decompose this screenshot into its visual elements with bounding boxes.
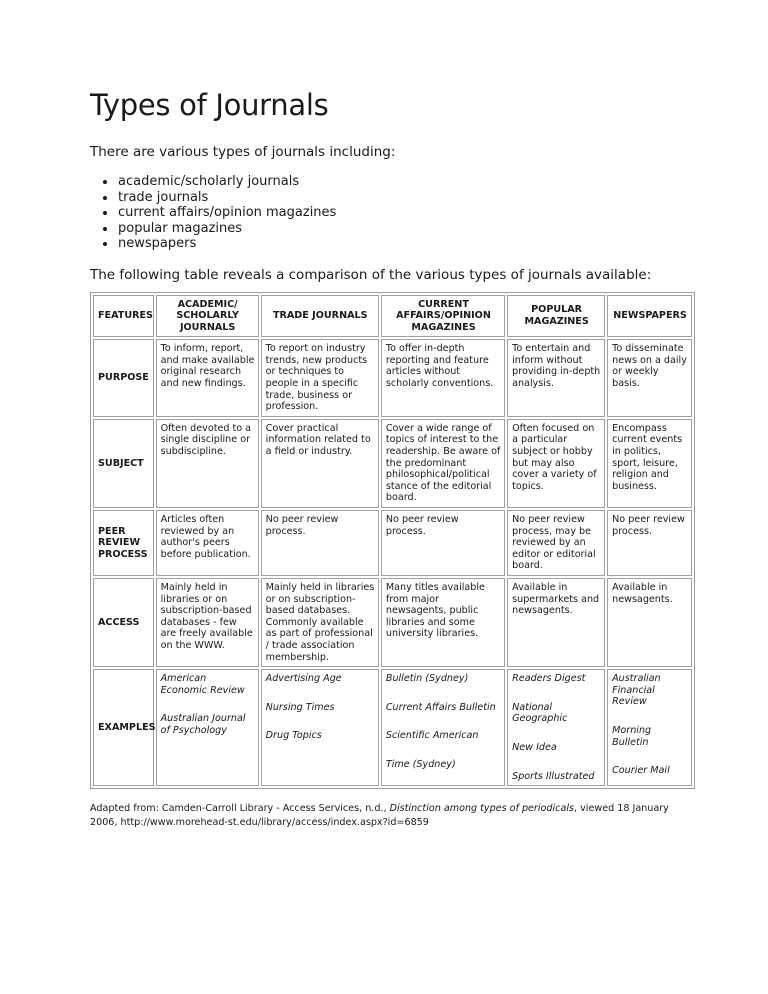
table-row — [93, 578, 692, 667]
table-cell — [607, 669, 692, 786]
example-title: Time (Sydney) — [385, 758, 456, 770]
table-cell: To disseminate news on a daily or weekly basis. — [607, 339, 692, 417]
table-cell: Mainly held in libraries or on subscription-based databases - few are freely available on the WWW. — [156, 578, 259, 667]
row-header: EXAMPLES — [93, 669, 154, 786]
example-title: Drug Topics — [265, 730, 322, 742]
table-cell: Many titles available from major newsagents, public libraries and some university libraries. — [381, 578, 505, 667]
table-cell: No peer review process. — [381, 510, 505, 576]
table-header-row — [93, 295, 692, 338]
table-cell: No peer review process. — [607, 510, 692, 576]
example-title: Morning Bulletin — [612, 724, 652, 748]
row-header: SUBJECT — [93, 419, 154, 508]
list-item: • current affairs/opinion magazines — [117, 205, 695, 221]
example-title: Australian Journal of Psychology — [160, 713, 246, 736]
citation-prefix: Adapted from: Camden-Carroll Library - Access Services, n.d., — [90, 803, 390, 815]
table-cell — [261, 669, 379, 786]
table-cell: Cover practical information related to a field or industry. — [261, 419, 379, 508]
example-title: Scientific American — [385, 730, 479, 742]
example-title: Current Affairs Bulletin — [385, 701, 496, 713]
row-header: ACCESS — [93, 578, 154, 667]
table-cell: No peer review process. — [261, 510, 379, 576]
table-cell: Articles often reviewed by an author's peers before publication. — [156, 510, 259, 576]
table-cell: Encompass current events in politics, sport, leisure, religion and business. — [607, 419, 692, 508]
citation-title: Distinction among types of periodicals — [389, 803, 574, 815]
column-header: ACADEMIC/ SCHOLARLY JOURNALS — [156, 295, 259, 338]
table-cell — [381, 669, 505, 786]
table-row — [93, 419, 692, 508]
table-cell: To inform, report, and make available original research and new findings. — [156, 339, 259, 417]
column-header: FEATURES — [93, 295, 154, 338]
table-cell: To entertain and inform without providing in-depth analysis. — [507, 339, 605, 417]
example-title: Readers Digest — [512, 673, 586, 685]
table-cell: To offer in-depth reporting and feature articles without scholarly conventions. — [381, 339, 505, 417]
table-cell: Cover a wide range of topics of interest to the readership. Be aware of the predominant philosophical/political stance of the editorial board. — [381, 419, 505, 508]
example-title: Nursing Times — [265, 701, 335, 713]
column-header: POPULAR MAGAZINES — [507, 295, 605, 338]
row-header: PEER REVIEW PROCESS — [93, 510, 154, 576]
source-citation — [90, 802, 690, 830]
comparison-table — [90, 292, 695, 790]
example-title: Australian Financial Review — [612, 673, 661, 708]
table-cell: Mainly held in libraries or on subscription-based databases. Commonly available as part of professional / trade association membership. — [261, 578, 379, 667]
example-title: Courier Mail — [612, 765, 670, 777]
table-cell: Often devoted to a single discipline or subdiscipline. — [156, 419, 259, 508]
list-item: • popular magazines — [117, 221, 695, 237]
table-cell — [507, 669, 605, 786]
example-title: Bulletin (Sydney) — [385, 673, 469, 685]
example-title: Advertising Age — [265, 673, 342, 685]
column-header: TRADE JOURNALS — [261, 295, 379, 338]
list-item: • trade journals — [117, 190, 695, 206]
table-cell: No peer review process, may be reviewed by an editor or editorial board. — [507, 510, 605, 576]
example-title: American Economic Review — [160, 673, 245, 696]
page-title: Types of Journals — [90, 88, 329, 122]
table-cell: Available in newsagents. — [607, 578, 692, 667]
table-row — [93, 510, 692, 576]
table-row — [93, 339, 692, 417]
list-item: • newspapers — [117, 236, 695, 252]
intro-text: There are various types of journals including: — [90, 144, 396, 160]
table-cell: Available in supermarkets and newsagents. — [507, 578, 605, 667]
table-cell: Often focused on a particular subject or hobby but may also cover a variety of topics. — [507, 419, 605, 508]
row-header: PURPOSE — [93, 339, 154, 417]
journal-types-list — [90, 174, 695, 252]
example-title: Sports Illustrated — [512, 770, 595, 782]
document-page — [90, 88, 695, 830]
table-cell: To report on industry trends, new products or techniques to people in a specific trade, business or profession. — [261, 339, 379, 417]
example-title: New Idea — [512, 741, 557, 753]
column-header: CURRENT AFFAIRS/OPINION MAGAZINES — [381, 295, 505, 338]
table-cell — [156, 669, 259, 786]
table-row — [93, 669, 692, 786]
citation-suffix: , viewed 18 January 2006, http://www.morehead-st.edu/library/access/index.aspx?id=6859 — [90, 803, 669, 829]
column-header: NEWSPAPERS — [607, 295, 692, 338]
table-intro-text: The following table reveals a comparison of the various types of journals available: — [90, 266, 652, 283]
example-title: National Geographic — [512, 701, 568, 725]
list-item: • academic/scholarly journals — [117, 174, 695, 190]
